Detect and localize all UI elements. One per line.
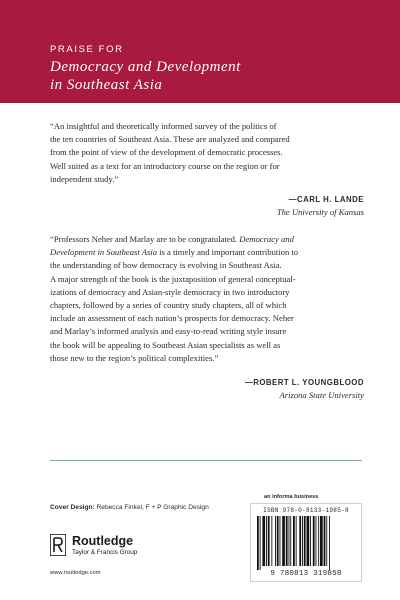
quote-line: independent study.”: [50, 173, 119, 184]
endorsement-quote-1: [50, 120, 362, 186]
book-title-line-2: in Southeast Asia: [50, 77, 163, 93]
quote-line: “An insightful and theoretically informed survey of the politics of: [50, 121, 277, 131]
cover-design-credit: [50, 504, 209, 511]
publisher-group: Taylor & Francis Group: [72, 549, 138, 556]
routledge-logo-icon: [50, 534, 66, 556]
publisher-logo: [50, 534, 210, 564]
quote-text: is a timely and important contribution to: [157, 247, 299, 258]
informa-tagline: an informa business: [264, 494, 319, 500]
endorsement-attribution-1: [277, 194, 364, 218]
quote-line: from the point of view of the development of democratic processes.: [50, 147, 283, 158]
endorser-affiliation: The University of Kansas: [276, 207, 364, 217]
quote-line: [50, 246, 362, 259]
quote-line: the understanding of how democracy is evolving in Southeast Asia.: [50, 260, 282, 271]
book-title: [50, 58, 241, 94]
barcode-icon: [257, 516, 355, 570]
quote-line: Well suited as a text for an introductory course on the region or for: [50, 160, 280, 171]
publisher-website: www.routledge.com: [50, 570, 101, 576]
quote-line: chapters, followed by a series of country study chapters, all of which: [50, 300, 287, 311]
book-title-inline: Development in Southeast Asia: [50, 247, 158, 258]
quote-line: and Marlay’s informed analysis and easy-to-read writing style insure: [50, 326, 287, 337]
isbn-number: ISBN 978-0-8133-1985-8: [263, 507, 349, 514]
quote-line: A major strength of the book is the juxtaposition of general conceptual-: [50, 273, 296, 284]
quote-line: izations of democracy and Asian-style democracy in two introductory: [50, 286, 290, 297]
quote-text: “Professors Neher and Marlay are to be congratulated.: [50, 234, 240, 244]
cover-design-value: Rebecca Finkel, F + P Graphic Design: [94, 504, 209, 511]
divider-rule: [50, 460, 362, 461]
endorser-affiliation: Arizona State University: [279, 390, 364, 400]
cover-design-label: Cover Design:: [50, 504, 95, 511]
endorsement-attribution-2: [245, 377, 364, 401]
quote-line: the book will be appealing to Southeast Asian specialists as well as: [50, 339, 281, 350]
praise-for-label: PRAISE FOR: [50, 44, 124, 55]
book-title-inline: Democracy and: [239, 234, 294, 244]
quote-line: those new to the region’s political complexities.”: [50, 352, 219, 363]
book-title-line-1: Democracy and Development: [50, 59, 241, 75]
endorser-name: —ROBERT L. YOUNGBLOOD: [244, 378, 364, 387]
endorser-name: —CARL H. LANDE: [288, 195, 364, 204]
praise-banner: [0, 0, 400, 103]
ean-number: 9 780813 319858: [270, 570, 342, 578]
endorsement-quote-2: [50, 233, 362, 365]
quote-line: the ten countries of Southeast Asia. These are analyzed and compared: [50, 134, 290, 145]
quote-line: include an assessment of each nation’s prospects for democracy. Neher: [50, 313, 294, 324]
quote-line: [50, 233, 362, 246]
isbn-barcode: [250, 503, 362, 582]
publisher-name: Routledge: [72, 534, 134, 548]
